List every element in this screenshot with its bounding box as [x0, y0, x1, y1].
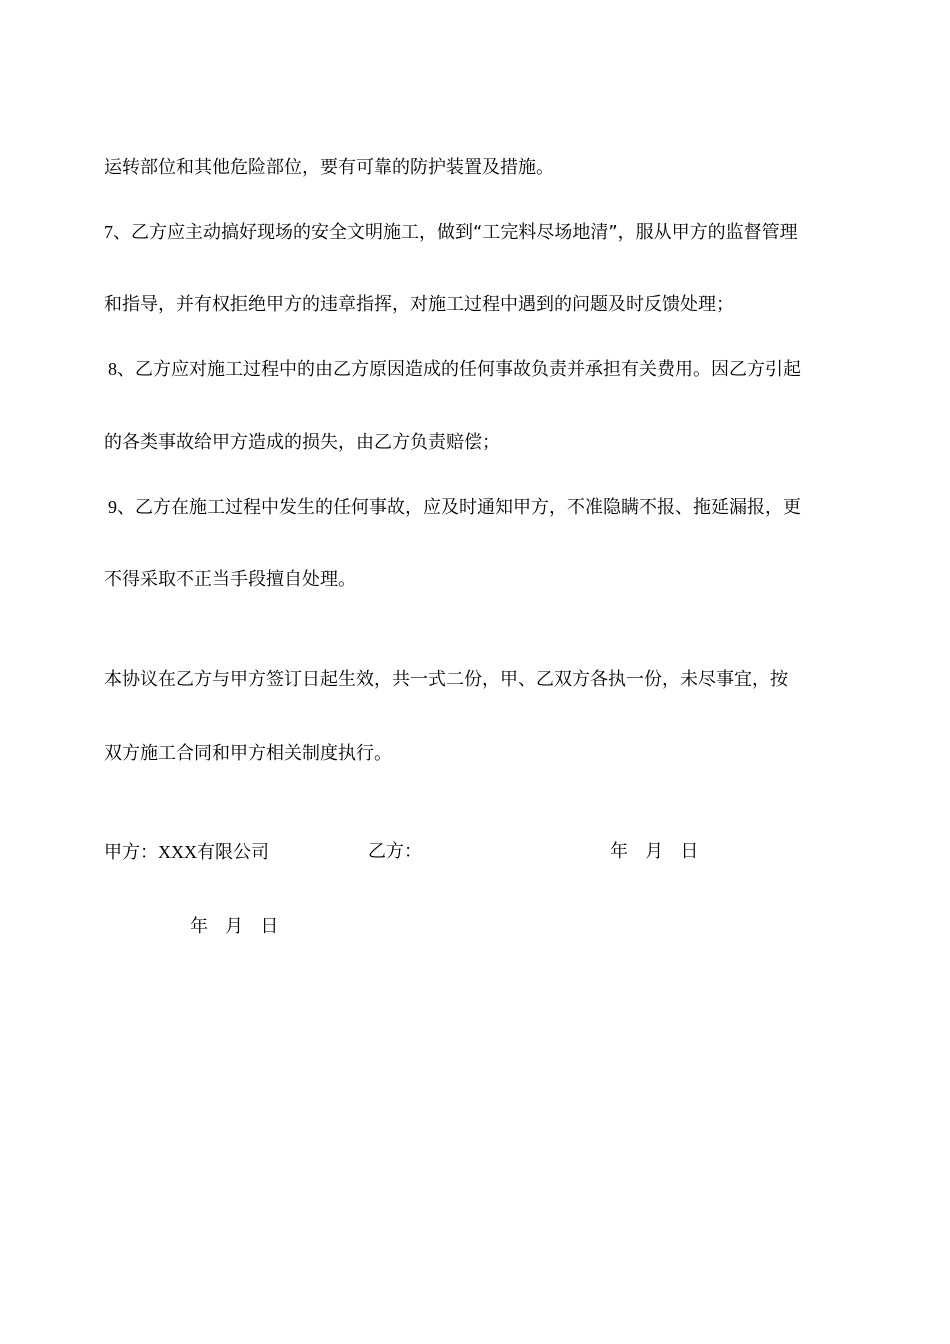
paragraph-8-line-2: 的各类事故给甲方造成的损失，由乙方负责赔偿； — [104, 432, 500, 453]
paragraph-8-text: 、乙方应对施工过程中的由乙方原因造成的任何事故负责并承担有关费用。因乙方引起 — [117, 359, 801, 380]
signature-row — [104, 840, 864, 864]
paragraph-8-number: 8 — [108, 359, 117, 379]
party-a-label: 甲方： — [104, 842, 158, 863]
paragraph-7-number: 7 — [104, 222, 113, 242]
party-a-date: 年 月 日 — [190, 916, 279, 937]
party-a-name-latin: XXX — [158, 842, 197, 862]
party-b-date: 年 月 日 — [610, 841, 699, 862]
party-b-label: 乙方： — [368, 841, 422, 862]
paragraph-7-line-1 — [104, 220, 798, 245]
paragraph-6-continuation: 运转部位和其他危险部位，要有可靠的防护装置及措施。 — [104, 157, 554, 178]
paragraph-7-text: 、乙方应主动搞好现场的安全文明施工，做到“工完料尽场地清”，服从甲方的监督管理 — [113, 222, 798, 243]
party-a-signature — [104, 840, 269, 865]
party-a-name-suffix: 有限公司 — [197, 842, 269, 863]
paragraph-9-line-2: 不得采取不正当手段擅自处理。 — [104, 569, 356, 590]
paragraph-7-line-2: 和指导，并有权拒绝甲方的违章指挥，对施工过程中遇到的问题及时反馈处理； — [104, 294, 734, 315]
paragraph-9-text: 、乙方在施工过程中发生的任何事故，应及时通知甲方，不准隐瞒不报、拖延漏报，更 — [117, 497, 801, 518]
paragraph-9-line-1 — [108, 495, 801, 520]
closing-line-1: 本协议在乙方与甲方签订日起生效，共一式二份，甲、乙双方各执一份，未尽事宜，按 — [104, 669, 788, 690]
paragraph-9-number: 9 — [108, 497, 117, 517]
closing-line-2: 双方施工合同和甲方相关制度执行。 — [104, 743, 392, 764]
paragraph-8-line-1 — [108, 357, 801, 382]
